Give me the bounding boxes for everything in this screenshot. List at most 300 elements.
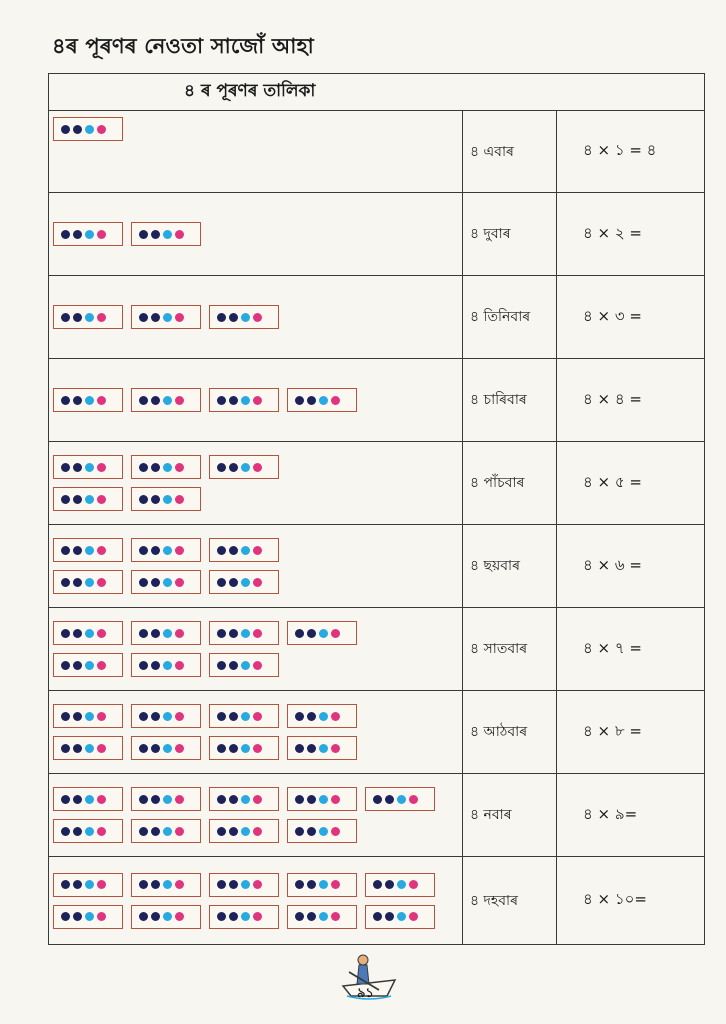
dot-group [131, 905, 201, 929]
table-row [49, 691, 705, 774]
dot-group [209, 455, 279, 479]
dot-icon [73, 880, 82, 889]
dot-icon [253, 313, 262, 322]
dot-group [53, 117, 123, 141]
dot-icon [307, 744, 316, 753]
multiplication-expression: ৪ × ৪ = [557, 359, 705, 442]
dot-icon [175, 912, 184, 921]
dot-group [287, 621, 357, 645]
dot-icon [73, 912, 82, 921]
dot-icon [73, 795, 82, 804]
dot-icon [163, 546, 172, 555]
dot-icon [73, 578, 82, 587]
dot-icon [409, 795, 418, 804]
dot-group [365, 905, 435, 929]
dot-icon [139, 661, 148, 670]
dot-group [209, 653, 279, 677]
dot-icon [139, 230, 148, 239]
dot-icon [295, 396, 304, 405]
dot-icon [229, 712, 238, 721]
dot-icon [163, 661, 172, 670]
dot-group [287, 787, 357, 811]
dot-icon [241, 463, 250, 472]
dot-icon [139, 880, 148, 889]
dot-icon [97, 546, 106, 555]
dot-icon [175, 661, 184, 670]
dot-icon [175, 744, 184, 753]
dot-icon [253, 880, 262, 889]
dot-icon [139, 495, 148, 504]
dot-icon [175, 495, 184, 504]
dot-icon [175, 463, 184, 472]
dot-icon [217, 396, 226, 405]
dot-icon [73, 546, 82, 555]
dot-group [131, 455, 201, 479]
dot-icon [319, 396, 328, 405]
dot-icon [85, 546, 94, 555]
dot-icon [151, 230, 160, 239]
dot-group [53, 538, 123, 562]
dot-icon [85, 912, 94, 921]
dot-icon [229, 578, 238, 587]
dot-group [53, 873, 123, 897]
times-label: ৪ তিনিবাৰ [463, 276, 557, 359]
dot-icon [163, 912, 172, 921]
dot-icon [253, 912, 262, 921]
dot-icon [97, 230, 106, 239]
dot-icon [85, 396, 94, 405]
dot-group [209, 621, 279, 645]
dot-group [53, 736, 123, 760]
multiplication-table [48, 73, 705, 945]
dot-icon [151, 578, 160, 587]
dot-icon [229, 463, 238, 472]
dot-icon [331, 744, 340, 753]
dot-icon [307, 396, 316, 405]
dot-icon [229, 313, 238, 322]
dot-icon [61, 912, 70, 921]
dot-icon [253, 744, 262, 753]
dot-icon [163, 313, 172, 322]
dot-icon [241, 546, 250, 555]
multiplication-expression: ৪ × ৯= [557, 774, 705, 857]
dot-group [53, 455, 123, 479]
dot-icon [139, 463, 148, 472]
dot-icon [373, 912, 382, 921]
dot-icon [295, 827, 304, 836]
dot-icon [175, 313, 184, 322]
dot-group [53, 621, 123, 645]
dot-group [131, 819, 201, 843]
dot-icon [397, 880, 406, 889]
dot-icon [331, 795, 340, 804]
dot-icon [163, 629, 172, 638]
dot-group [209, 873, 279, 897]
dot-icon [385, 795, 394, 804]
dot-icon [97, 578, 106, 587]
dot-icon [61, 230, 70, 239]
dot-icon [85, 880, 94, 889]
table-header-row [49, 74, 705, 111]
dot-icon [61, 661, 70, 670]
dot-icon [319, 880, 328, 889]
dot-icon [97, 396, 106, 405]
dot-icon [163, 463, 172, 472]
dot-icon [331, 712, 340, 721]
dot-groups-cell [49, 525, 463, 608]
table-row [49, 359, 705, 442]
dot-group [209, 538, 279, 562]
dot-group [131, 653, 201, 677]
dot-icon [217, 629, 226, 638]
times-label: ৪ দহবাৰ [463, 857, 557, 945]
dot-icon [217, 795, 226, 804]
dot-icon [151, 912, 160, 921]
dot-icon [229, 827, 238, 836]
dot-icon [97, 795, 106, 804]
dot-group [365, 873, 435, 897]
times-label: ৪ দুবাৰ [463, 193, 557, 276]
times-label: ৪ আঠবাৰ [463, 691, 557, 774]
dot-icon [163, 578, 172, 587]
dot-group [209, 787, 279, 811]
dot-icon [97, 661, 106, 670]
dot-icon [151, 661, 160, 670]
dot-group [53, 787, 123, 811]
dot-icon [97, 313, 106, 322]
page-number: ৯১ [357, 986, 374, 1001]
dot-icon [319, 712, 328, 721]
dot-icon [61, 795, 70, 804]
times-label: ৪ চাৰিবাৰ [463, 359, 557, 442]
dot-icon [73, 827, 82, 836]
dot-icon [163, 795, 172, 804]
dot-groups-cell [49, 608, 463, 691]
multiplication-expression: ৪ × ৮ = [557, 691, 705, 774]
dot-icon [217, 912, 226, 921]
dot-group [209, 704, 279, 728]
dot-icon [331, 880, 340, 889]
dot-icon [175, 712, 184, 721]
dot-icon [217, 313, 226, 322]
dot-icon [97, 463, 106, 472]
dot-icon [253, 629, 262, 638]
dot-icon [241, 313, 250, 322]
times-label: ৪ সাতবাৰ [463, 608, 557, 691]
dot-group [131, 487, 201, 511]
dot-icon [175, 795, 184, 804]
table-row [49, 111, 705, 193]
dot-icon [61, 629, 70, 638]
dot-icon [139, 827, 148, 836]
table-title: ৪ ৰ পূৰণৰ তালিকা [49, 74, 705, 111]
dot-group [131, 736, 201, 760]
dot-icon [331, 396, 340, 405]
dot-icon [151, 712, 160, 721]
dot-icon [85, 125, 94, 134]
dot-icon [97, 629, 106, 638]
dot-icon [241, 795, 250, 804]
dot-icon [331, 629, 340, 638]
dot-icon [151, 396, 160, 405]
dot-icon [61, 744, 70, 753]
dot-icon [319, 795, 328, 804]
dot-icon [139, 629, 148, 638]
dot-icon [163, 712, 172, 721]
dot-icon [73, 629, 82, 638]
dot-icon [217, 880, 226, 889]
dot-group [131, 388, 201, 412]
dot-group [53, 819, 123, 843]
dot-icon [229, 629, 238, 638]
dot-icon [73, 463, 82, 472]
dot-group [209, 819, 279, 843]
dot-groups-cell [49, 774, 463, 857]
dot-icon [295, 795, 304, 804]
dot-icon [241, 661, 250, 670]
dot-icon [97, 912, 106, 921]
dot-icon [175, 880, 184, 889]
dot-icon [253, 661, 262, 670]
dot-icon [97, 880, 106, 889]
dot-icon [373, 795, 382, 804]
dot-icon [229, 661, 238, 670]
table-row [49, 525, 705, 608]
dot-group [53, 704, 123, 728]
dot-icon [73, 125, 82, 134]
dot-icon [385, 912, 394, 921]
dot-icon [331, 912, 340, 921]
dot-icon [139, 396, 148, 405]
dot-icon [295, 880, 304, 889]
dot-icon [139, 744, 148, 753]
multiplication-expression: ৪ × ২ = [557, 193, 705, 276]
dot-icon [307, 912, 316, 921]
dot-group [131, 305, 201, 329]
dot-icon [217, 463, 226, 472]
dot-group [53, 305, 123, 329]
dot-icon [175, 827, 184, 836]
dot-icon [85, 463, 94, 472]
dot-icon [331, 827, 340, 836]
dot-icon [175, 578, 184, 587]
dot-icon [307, 629, 316, 638]
dot-icon [97, 125, 106, 134]
dot-icon [61, 880, 70, 889]
dot-icon [139, 313, 148, 322]
dot-group [287, 819, 357, 843]
dot-icon [253, 578, 262, 587]
dot-group [209, 388, 279, 412]
dot-icon [307, 880, 316, 889]
dot-icon [253, 546, 262, 555]
dot-icon [295, 744, 304, 753]
dot-icon [175, 396, 184, 405]
dot-icon [85, 578, 94, 587]
dot-icon [151, 744, 160, 753]
dot-icon [319, 744, 328, 753]
dot-icon [61, 827, 70, 836]
dot-icon [97, 827, 106, 836]
dot-group [53, 905, 123, 929]
dot-group [53, 487, 123, 511]
dot-icon [139, 546, 148, 555]
dot-icon [97, 712, 106, 721]
multiplication-expression: ৪ × ৬ = [557, 525, 705, 608]
dot-groups-cell [49, 111, 463, 193]
dot-icon [61, 578, 70, 587]
dot-icon [73, 712, 82, 721]
page-heading: ৪ৰ পূৰণৰ নেওতা সাজোঁ আহা [52, 34, 314, 58]
dot-group [131, 621, 201, 645]
dot-icon [241, 744, 250, 753]
dot-icon [319, 912, 328, 921]
dot-icon [163, 880, 172, 889]
dot-icon [85, 230, 94, 239]
dot-icon [163, 744, 172, 753]
times-label: ৪ নবাৰ [463, 774, 557, 857]
dot-icon [241, 396, 250, 405]
dot-icon [217, 578, 226, 587]
dot-groups-cell [49, 857, 463, 945]
dot-icon [253, 795, 262, 804]
dot-icon [253, 712, 262, 721]
dot-icon [151, 463, 160, 472]
dot-groups-cell [49, 276, 463, 359]
dot-icon [409, 912, 418, 921]
table-row [49, 276, 705, 359]
dot-icon [151, 546, 160, 555]
dot-group [209, 736, 279, 760]
dot-icon [217, 712, 226, 721]
dot-icon [307, 795, 316, 804]
dot-group [131, 704, 201, 728]
dot-icon [241, 912, 250, 921]
table-row [49, 442, 705, 525]
dot-icon [229, 795, 238, 804]
dot-group [53, 570, 123, 594]
dot-icon [241, 827, 250, 836]
dot-icon [73, 744, 82, 753]
dot-icon [385, 880, 394, 889]
dot-groups-cell [49, 359, 463, 442]
dot-group [53, 653, 123, 677]
dot-icon [229, 396, 238, 405]
multiplication-expression: ৪ × ৭ = [557, 608, 705, 691]
dot-group [287, 873, 357, 897]
dot-group [53, 388, 123, 412]
dot-icon [163, 827, 172, 836]
dot-icon [85, 313, 94, 322]
dot-icon [175, 546, 184, 555]
dot-icon [295, 912, 304, 921]
dot-icon [85, 661, 94, 670]
dot-icon [97, 744, 106, 753]
dot-icon [241, 578, 250, 587]
times-label: ৪ ছয়বাৰ [463, 525, 557, 608]
dot-icon [319, 827, 328, 836]
dot-icon [217, 827, 226, 836]
dot-icon [229, 912, 238, 921]
dot-group [209, 570, 279, 594]
dot-icon [139, 795, 148, 804]
dot-group [287, 905, 357, 929]
dot-icon [307, 827, 316, 836]
times-label: ৪ পাঁচবাৰ [463, 442, 557, 525]
dot-icon [85, 795, 94, 804]
dot-icon [85, 495, 94, 504]
multiplication-expression: ৪ × ৩ = [557, 276, 705, 359]
dot-icon [163, 230, 172, 239]
dot-group [131, 222, 201, 246]
dot-icon [151, 629, 160, 638]
dot-icon [241, 712, 250, 721]
dot-icon [61, 712, 70, 721]
dot-icon [151, 795, 160, 804]
dot-icon [73, 661, 82, 670]
dot-group [365, 787, 435, 811]
dot-icon [61, 463, 70, 472]
dot-icon [85, 629, 94, 638]
table-row [49, 193, 705, 276]
dot-icon [97, 495, 106, 504]
dot-icon [85, 827, 94, 836]
dot-group [209, 305, 279, 329]
times-label: ৪ এবাৰ [463, 111, 557, 193]
dot-icon [397, 912, 406, 921]
multiplication-expression: ৪ × ১০= [557, 857, 705, 945]
dot-icon [217, 546, 226, 555]
dot-icon [151, 880, 160, 889]
dot-icon [85, 744, 94, 753]
dot-group [287, 388, 357, 412]
dot-icon [61, 546, 70, 555]
dot-group [287, 704, 357, 728]
dot-icon [139, 912, 148, 921]
dot-group [53, 222, 123, 246]
dot-icon [61, 125, 70, 134]
dot-icon [151, 313, 160, 322]
dot-icon [139, 712, 148, 721]
dot-icon [73, 230, 82, 239]
dot-icon [217, 661, 226, 670]
dot-icon [253, 396, 262, 405]
dot-icon [139, 578, 148, 587]
multiplication-expression: ৪ × ১ = ৪ [557, 111, 705, 193]
dot-icon [241, 880, 250, 889]
dot-group [209, 905, 279, 929]
dot-groups-cell [49, 691, 463, 774]
dot-icon [307, 712, 316, 721]
dot-group [131, 873, 201, 897]
dot-icon [295, 712, 304, 721]
dot-icon [229, 744, 238, 753]
dot-icon [175, 629, 184, 638]
multiplication-expression: ৪ × ৫ = [557, 442, 705, 525]
table-row [49, 608, 705, 691]
dot-icon [151, 827, 160, 836]
dot-icon [61, 396, 70, 405]
dot-icon [241, 629, 250, 638]
dot-icon [163, 396, 172, 405]
dot-icon [373, 880, 382, 889]
dot-icon [61, 495, 70, 504]
dot-icon [73, 495, 82, 504]
dot-icon [397, 795, 406, 804]
dot-group [287, 736, 357, 760]
table-row [49, 774, 705, 857]
dot-icon [409, 880, 418, 889]
